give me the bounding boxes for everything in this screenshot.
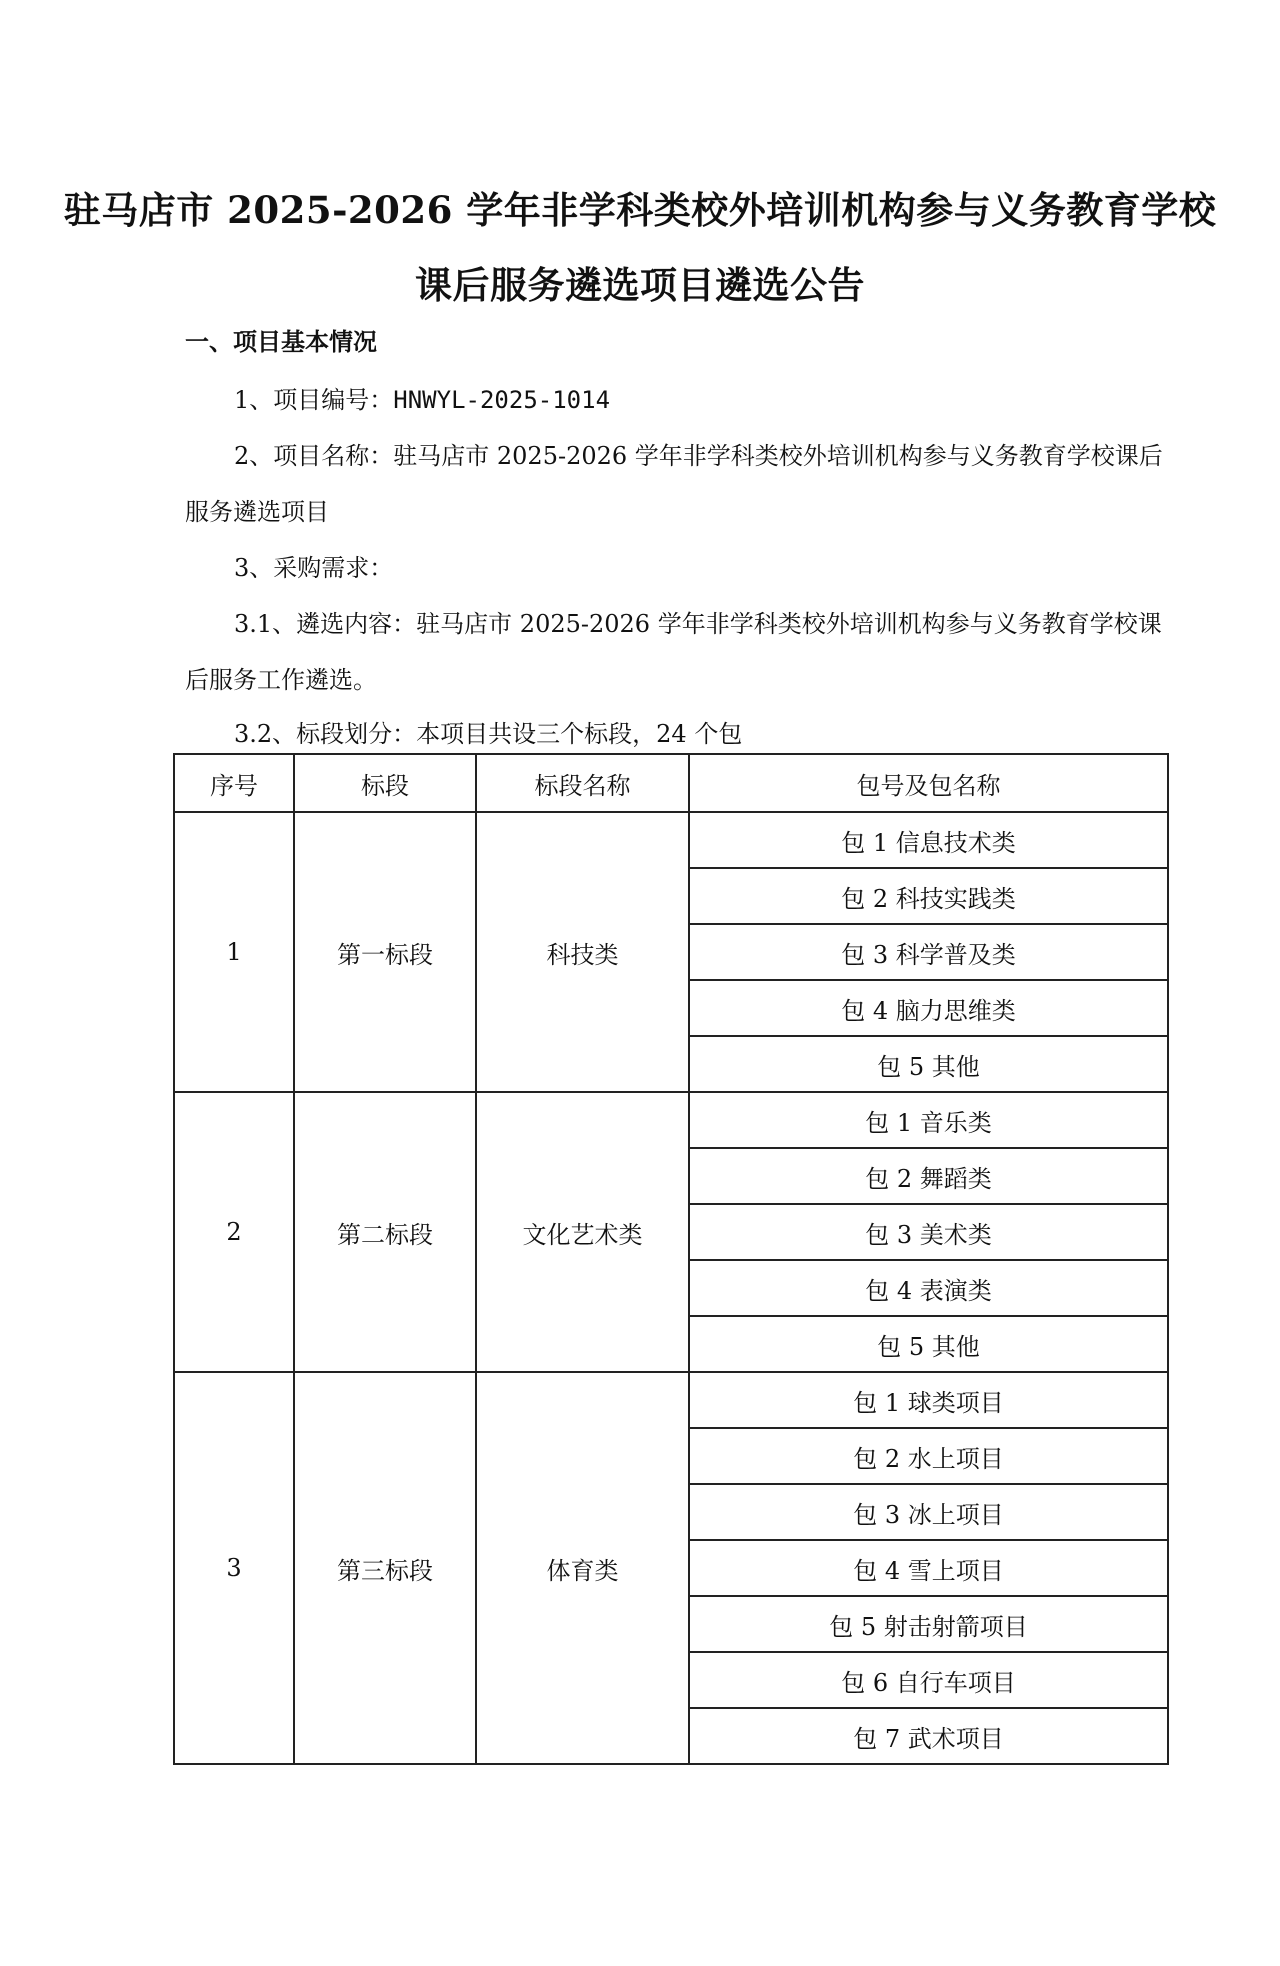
cell-package: 包 2 舞蹈类: [689, 1148, 1168, 1204]
cell-package: 包 3 冰上项目: [689, 1484, 1168, 1540]
cell-package: 包 5 其他: [689, 1316, 1168, 1372]
cell-package: 包 2 科技实践类: [689, 868, 1168, 924]
cell-section: 第二标段: [294, 1092, 476, 1372]
selection-content-line-1: 3.1、遴选内容：驻马店市 2025-2026 学年非学科类校外培训机构参与义务教育学校课: [234, 610, 1162, 638]
header-packages: 包号及包名称: [689, 754, 1168, 812]
header-section: 标段: [294, 754, 476, 812]
project-name-line-1: 2、项目名称：驻马店市 2025-2026 学年非学科类校外培训机构参与义务教育学校课后: [234, 442, 1163, 470]
cell-section-name: 体育类: [476, 1372, 689, 1764]
cell-package: 包 4 脑力思维类: [689, 980, 1168, 1036]
project-number-label: 1、项目编号：: [234, 386, 394, 414]
header-serial: 序号: [174, 754, 294, 812]
cell-package: 包 4 雪上项目: [689, 1540, 1168, 1596]
cell-serial: 3: [174, 1372, 294, 1764]
section-division-line: 3.2、标段划分：本项目共设三个标段，24 个包: [234, 720, 743, 748]
cell-package: 包 3 美术类: [689, 1204, 1168, 1260]
sections-table: [173, 753, 1169, 1765]
cell-package: 包 7 武术项目: [689, 1708, 1168, 1764]
document-title-line-2: 课后服务遴选项目遴选公告: [415, 263, 865, 307]
cell-package: 包 2 水上项目: [689, 1428, 1168, 1484]
cell-section-name: 文化艺术类: [476, 1092, 689, 1372]
header-section-name: 标段名称: [476, 754, 689, 812]
cell-package: 包 1 音乐类: [689, 1092, 1168, 1148]
table-row: [174, 812, 1168, 868]
procurement-requirements: 3、采购需求：: [234, 554, 394, 582]
cell-section: 第一标段: [294, 812, 476, 1092]
cell-package: 包 3 科学普及类: [689, 924, 1168, 980]
cell-section: 第三标段: [294, 1372, 476, 1764]
cell-package: 包 4 表演类: [689, 1260, 1168, 1316]
project-number-value: HNWYL-2025-1014: [393, 386, 611, 414]
cell-section-name: 科技类: [476, 812, 689, 1092]
table-row: [174, 1092, 1168, 1148]
table-row: [174, 1372, 1168, 1428]
cell-serial: 1: [174, 812, 294, 1092]
section-heading: 一、项目基本情况: [185, 327, 377, 356]
cell-package: 包 5 射击射箭项目: [689, 1596, 1168, 1652]
cell-package: 包 6 自行车项目: [689, 1652, 1168, 1708]
cell-package: 包 1 球类项目: [689, 1372, 1168, 1428]
cell-package: 包 1 信息技术类: [689, 812, 1168, 868]
cell-package: 包 5 其他: [689, 1036, 1168, 1092]
project-number-line: [234, 380, 610, 415]
selection-content-line-2: 后服务工作遴选。: [185, 666, 377, 694]
project-name-line-2: 服务遴选项目: [185, 498, 329, 526]
cell-serial: 2: [174, 1092, 294, 1372]
table-header-row: [174, 754, 1168, 812]
document-title-line-1: 驻马店市 2025-2026 学年非学科类校外培训机构参与义务教育学校: [63, 188, 1217, 232]
